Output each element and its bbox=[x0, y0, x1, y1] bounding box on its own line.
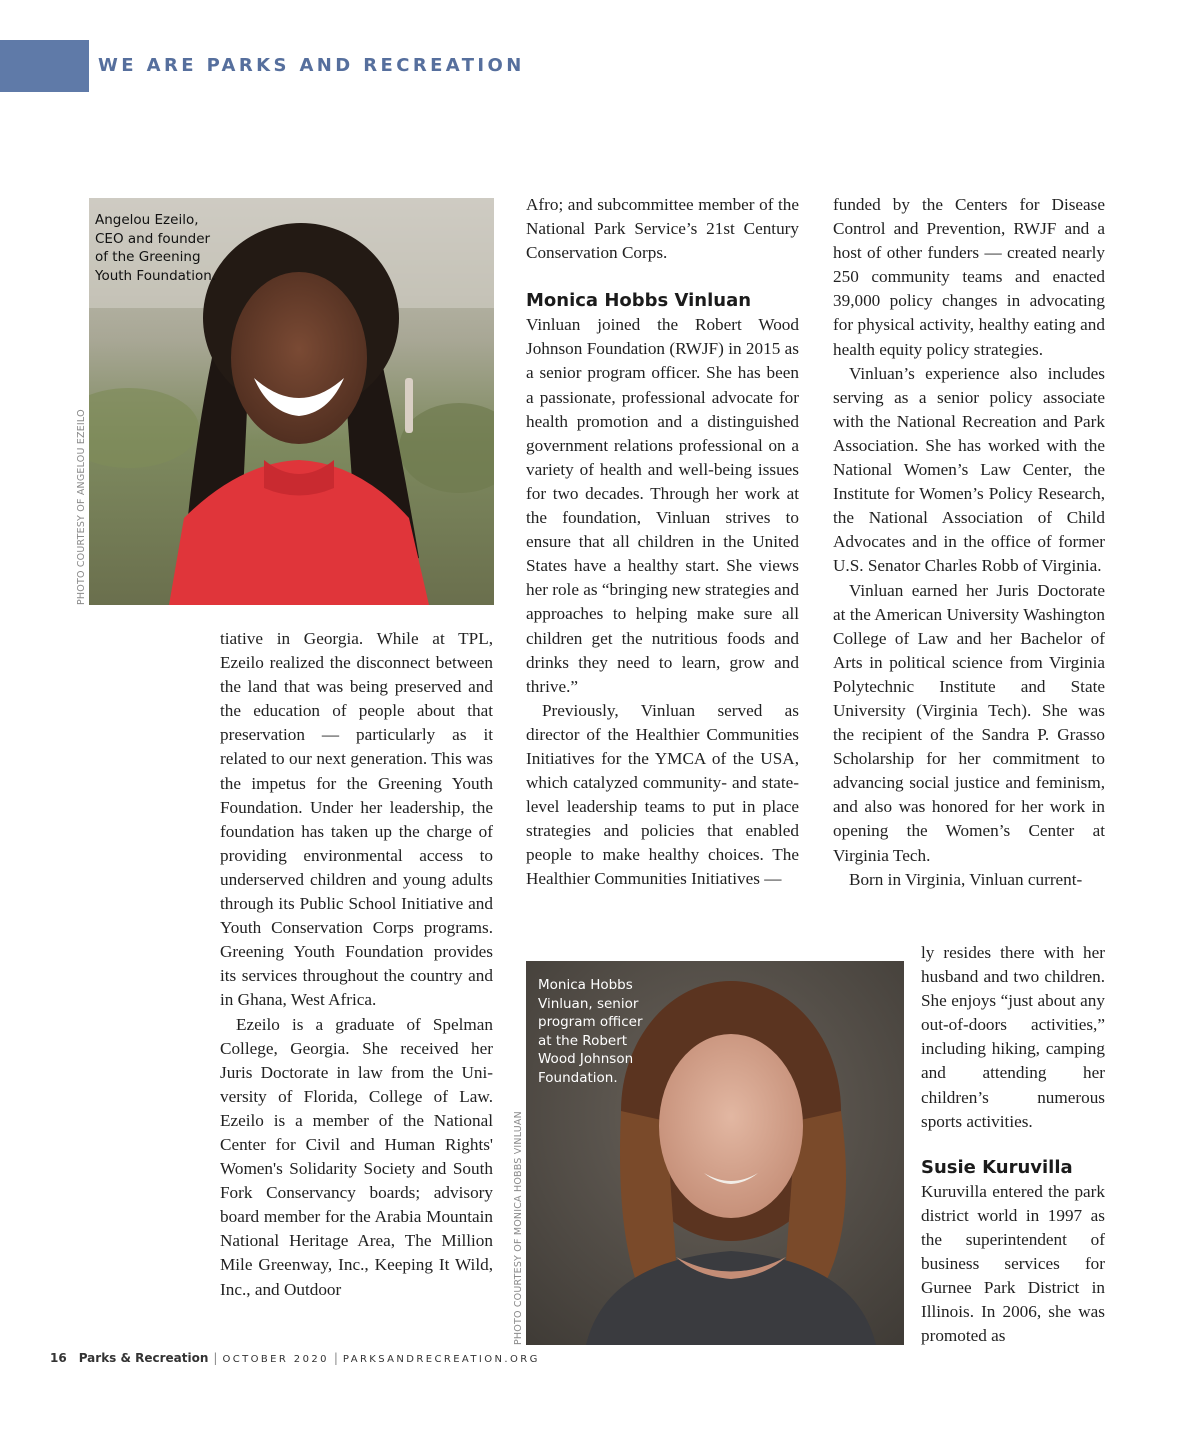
paragraph: Afro; and subcommittee member of the National Park Service’s 21st Century Conservation Corps. bbox=[526, 195, 799, 263]
header-color-block bbox=[0, 40, 89, 92]
issue-date: OCTOBER 2020 bbox=[222, 1354, 329, 1365]
paragraph: funded by the Centers for Disease Control and Prevention, RWJF and a host of other funders — created nearly 250 community teams and enacted 39,000 policy changes in advocating for physical activity, healthy eating and health equity policy strategies. bbox=[833, 195, 1105, 359]
paragraph: ly resides there with her husband and two children. She enjoys “just about any out-of-doors activities,” including hiking, camping and attending her children’s numerous sports activities. bbox=[921, 943, 1105, 1131]
subheading-susie-kuruvilla: Susie Kuruvilla bbox=[921, 1156, 1073, 1178]
photo-credit-ezeilo: PHOTO COURTESY OF ANGELOU EZEILO bbox=[76, 409, 87, 605]
paragraph: Vinluan’s experience also includes serving as a senior policy associate with the National Recreation and Park Association. She has worked with the National Women’s Law Center, the Institute for Women’s Policy Research, the National Association of Child Advocates and in the office of former U.S. Senator Charles Robb of Virginia. bbox=[833, 363, 1105, 576]
paragraph: Vinluan joined the Robert Wood Johnson Foundation (RWJF) in 2015 as a senior program officer. She has been a passionate, professional advocate for health promotion and a distinguished government relations professional on a variety of health and well-being issues for two decades. Through her work at the foundation, Vinluan strives to ensure that all children in the United States have a healthy start. She views her role as “bringing new strategies and approaches to helping make sure all children get the nutritious foods and drinks they need to learn, grow and thrive.” bbox=[526, 315, 799, 696]
article-column-3 bbox=[833, 193, 1105, 892]
paragraph: tiative in Georgia. While at TPL, Ezeilo realized the disconnect between the land that was being preserved and the education of people about that preservation — particularly as it related to our next generation. This was the impetus for the Greening Youth Foundation. Under her leadership, the foundation has taken up the charge of providing environmental access to underserved children and young adults through its Public School Initiative and Youth Conservation Corps programs. Greening Youth Foundation provides its services throughout the country and in Ghana, West Africa. bbox=[220, 629, 493, 1010]
paragraph: Ezeilo is a graduate of Spelman College, Georgia. She received her Juris Doctorate in law from the University of Florida, College of Law. Ezeilo is a member of the National Center for Civil and Human Rights' Women's Solidarity Society and South Fork Conservancy boards; advisory board member for the Arabia Mountain National Heritage Area, The Million Mile Greenway, Inc., Keeping It Wild, Inc., and Outdoor bbox=[220, 1014, 493, 1299]
paragraph: Born in Virginia, Vinluan current- bbox=[849, 869, 1083, 889]
article-column-2 bbox=[526, 193, 799, 892]
article-column-1 bbox=[220, 627, 493, 1302]
paragraph: Previously, Vinluan served as director of the Healthier Communities Initiatives for the YMCA of the USA, which catalyzed community- and state-level leadership teams to put in place strategies and policies that enabled people to make healthy choices. The Healthier Communities Initiatives — bbox=[526, 700, 799, 889]
section-header: WE ARE PARKS AND RECREATION bbox=[98, 55, 525, 76]
paragraph: Kuruvilla entered the park district world in 1997 as the superintendent of business services for Gurnee Park District in Illinois. In 2006, she was promoted as bbox=[921, 1181, 1105, 1346]
magazine-name: Parks & Recreation bbox=[78, 1351, 209, 1365]
website-url: PARKSANDRECREATION.ORG bbox=[342, 1354, 540, 1365]
article-column-3-continued bbox=[921, 941, 1105, 1348]
footer-separator: | bbox=[333, 1351, 338, 1365]
paragraph: Vinluan earned her Juris Doctorate at the American University Washington College of Law and her Bachelor of Arts in political science from Virginia Polytechnic Institute and State University (Virginia Tech). She was the recipient of the Sandra P. Grasso Scholarship for her commitment to advancing social justice and feminism, and also was honored for her work in opening the Women’s Center at Virginia Tech. bbox=[833, 580, 1105, 865]
page-footer bbox=[50, 1351, 540, 1365]
photo-credit-vinluan: PHOTO COURTESY OF MONICA HOBBS VINLUAN bbox=[513, 1111, 524, 1345]
page-number: 16 bbox=[50, 1351, 67, 1365]
photo-caption-vinluan: Monica Hobbs Vinluan, senior program officer at the Robert Wood Johnson Foundation. bbox=[538, 977, 643, 1086]
footer-separator: | bbox=[213, 1351, 218, 1365]
subheading-monica-hobbs-vinluan: Monica Hobbs Vinluan bbox=[526, 290, 752, 312]
photo-caption-ezeilo: Angelou Ezeilo, CEO and founder of the Greening Youth Foundation. bbox=[95, 212, 217, 284]
